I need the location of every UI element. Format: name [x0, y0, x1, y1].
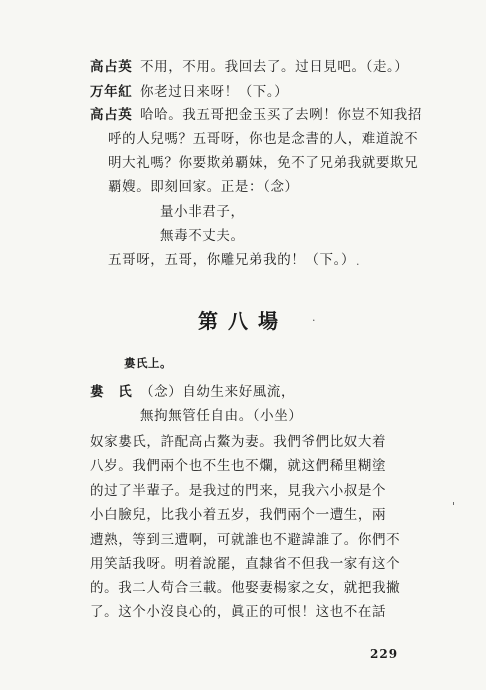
dialogue-text: 遭熟，等到三遭啊，可就誰也不避諱誰了。你們不	[90, 532, 401, 548]
speaker-name: 高占英	[90, 59, 133, 75]
dialogue-text: 哈哈。我五哥把金玉买了去咧！你豈不知我招	[140, 107, 422, 123]
dialogue-text: 了。这个小沒良心的，眞正的可恨！这也不在話	[90, 604, 387, 620]
scene-title: 第八場	[198, 309, 288, 333]
dialogue-text: 奴家婁氏，許配高占鰲为妻。我們爷們比奴大着	[90, 434, 387, 450]
speaker-name: 婁 氏	[90, 384, 133, 400]
stage-direction: 婁氏上。	[124, 356, 172, 370]
dialogue-text: 五哥呀，五哥，你雕兄弟我的！（下。）	[108, 252, 356, 268]
dialogue-text: 覇嫂。即刻回家。正是：（念）	[108, 179, 299, 195]
speaker-name: 万年紅	[90, 84, 133, 100]
stray-mark: ·	[312, 314, 316, 327]
dialogue-text: 你老过日来呀！（下。）	[140, 84, 289, 100]
dialogue-text: 的。我二人苟合三載。他娶妻楊家之女，就把我撇	[90, 580, 401, 596]
stray-mark: ·	[356, 258, 360, 271]
dialogue-text: 明大礼嗎？你要欺弟覇妹，免不了兄弟我就要欺兄	[108, 155, 419, 171]
dialogue-text: 不用，不用。我回去了。过日見吧。（走。）	[140, 59, 409, 75]
dialogue-text: 八岁。我們兩个也不生也不爛，就这們稀里糊塗	[90, 458, 387, 474]
dialogue-text: 小白臉兒，比我小着五岁，我們兩个一遭生，兩	[90, 507, 387, 523]
verse-text: 無拘無管任自由。（小坐）	[140, 408, 303, 424]
dialogue-text: 的过了半輩子。是我过的門来，見我六小叔是个	[90, 483, 387, 499]
stray-mark: '	[452, 500, 456, 513]
dialogue-text: 用笑話我呀。明着說罷，直隸省不但我一家有这个	[90, 556, 401, 572]
dialogue-text: （念）自幼生来好風流，	[140, 384, 296, 400]
speaker-name: 高占英	[90, 107, 133, 123]
dialogue-text: 呼的人兒嗎？五哥呀，你也是念書的人，难道說不	[108, 131, 419, 147]
page-number: 229	[370, 647, 399, 661]
verse-text: 無毒不丈夫。	[160, 228, 245, 244]
verse-text: 量小非君子，	[160, 204, 245, 220]
